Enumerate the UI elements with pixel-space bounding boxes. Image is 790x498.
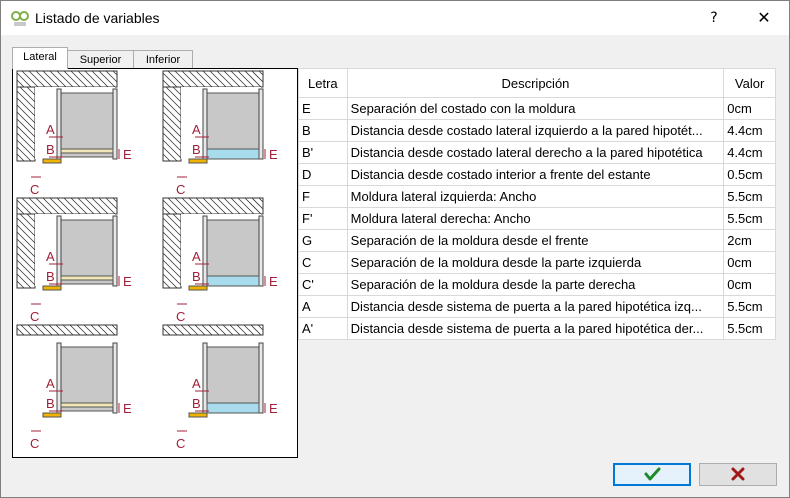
x-icon xyxy=(700,464,776,485)
shelf xyxy=(61,149,113,153)
header-valor[interactable]: Valor xyxy=(724,69,776,98)
diagram-panel xyxy=(12,68,298,458)
label-e: E xyxy=(123,274,132,289)
title-bar xyxy=(1,1,789,35)
variables-table xyxy=(298,68,776,340)
label-a: A xyxy=(192,249,201,264)
help-button[interactable]: ? xyxy=(710,10,718,26)
cell-letra: F xyxy=(299,186,348,208)
cell-valor: 0cm xyxy=(724,274,776,296)
door-post-left xyxy=(57,343,61,413)
shelf xyxy=(207,149,259,159)
table-row[interactable] xyxy=(299,208,776,230)
header-descripcion[interactable]: Descripción xyxy=(347,69,724,98)
table-row[interactable] xyxy=(299,252,776,274)
label-c: C xyxy=(30,182,40,197)
tab-lateral[interactable]: Lateral xyxy=(12,47,68,69)
door-post-right xyxy=(113,216,117,286)
cell-descripcion: Separación de la moldura desde la parte derecha xyxy=(347,274,724,296)
top-wall xyxy=(17,198,117,214)
cell-valor: 0cm xyxy=(724,98,776,120)
cell-letra: G xyxy=(299,230,348,252)
label-a: A xyxy=(46,249,55,264)
cell-descripcion: Distancia desde costado lateral derecho a la pared hipotética xyxy=(347,142,724,164)
door-post-left xyxy=(57,89,61,159)
cell-valor: 0.5cm xyxy=(724,164,776,186)
label-b: B xyxy=(46,142,55,157)
lateral-diagram xyxy=(13,69,297,457)
table-row[interactable] xyxy=(299,318,776,340)
label-e: E xyxy=(123,147,132,162)
cell-letra: E xyxy=(299,98,348,120)
table-row[interactable] xyxy=(299,142,776,164)
cabinet-panel xyxy=(207,347,261,411)
label-b: B xyxy=(46,269,55,284)
cell-descripcion: Distancia desde costado lateral izquierdo a la pared hipotét... xyxy=(347,120,724,142)
cell-descripcion: Moldura lateral izquierda: Ancho xyxy=(347,186,724,208)
cell-valor: 2cm xyxy=(724,230,776,252)
molding xyxy=(43,159,61,163)
cabinet-panel xyxy=(207,93,261,157)
cell-letra: A xyxy=(299,296,348,318)
label-c: C xyxy=(176,436,186,451)
table-row[interactable] xyxy=(299,230,776,252)
label-c: C xyxy=(30,436,40,451)
table-row[interactable] xyxy=(299,98,776,120)
cell-valor: 4.4cm xyxy=(724,142,776,164)
door-post-left xyxy=(57,216,61,286)
door-post-left xyxy=(203,216,207,286)
header-letra[interactable]: Letra xyxy=(299,69,348,98)
cell-letra: A' xyxy=(299,318,348,340)
cabinet-panel xyxy=(61,220,115,284)
door-post-left xyxy=(203,89,207,159)
cell-valor: 5.5cm xyxy=(724,208,776,230)
cell-letra: B' xyxy=(299,142,348,164)
table-row[interactable] xyxy=(299,186,776,208)
cell-descripcion: Separación del costado con la moldura xyxy=(347,98,724,120)
shelf xyxy=(207,403,259,413)
door-post-right xyxy=(259,343,263,413)
top-wall xyxy=(163,71,263,87)
ok-button[interactable] xyxy=(613,463,691,486)
label-e: E xyxy=(269,401,278,416)
molding xyxy=(189,286,207,290)
cell-letra: D xyxy=(299,164,348,186)
label-a: A xyxy=(192,122,201,137)
cell-letra: F' xyxy=(299,208,348,230)
label-c: C xyxy=(30,309,40,324)
label-a: A xyxy=(46,122,55,137)
label-a: A xyxy=(192,376,201,391)
close-button[interactable]: ✕ xyxy=(757,8,771,27)
top-wall xyxy=(163,325,263,335)
cell-descripcion: Separación de la moldura desde el frente xyxy=(347,230,724,252)
door-post-left xyxy=(203,343,207,413)
variables-table-container xyxy=(298,68,776,456)
shelf xyxy=(61,403,113,407)
cell-valor: 4.4cm xyxy=(724,120,776,142)
app-icon xyxy=(11,10,29,28)
top-wall xyxy=(17,71,117,87)
shelf xyxy=(207,276,259,286)
label-e: E xyxy=(269,274,278,289)
label-a: A xyxy=(46,376,55,391)
cabinet-panel xyxy=(207,220,261,284)
table-header-row xyxy=(299,69,776,98)
cell-letra: B xyxy=(299,120,348,142)
tab-inferior[interactable]: Inferior xyxy=(133,50,193,69)
label-e: E xyxy=(123,401,132,416)
molding xyxy=(43,286,61,290)
cell-letra: C xyxy=(299,252,348,274)
molding xyxy=(189,413,207,417)
label-b: B xyxy=(192,269,201,284)
table-row[interactable] xyxy=(299,296,776,318)
cancel-button[interactable] xyxy=(699,463,777,486)
label-e: E xyxy=(269,147,278,162)
cell-valor: 0cm xyxy=(724,252,776,274)
cell-valor: 5.5cm xyxy=(724,296,776,318)
window-title: Listado de variables xyxy=(35,10,160,26)
label-c: C xyxy=(176,182,186,197)
label-c: C xyxy=(176,309,186,324)
top-wall xyxy=(17,325,117,335)
table-row[interactable] xyxy=(299,274,776,296)
cell-descripcion: Moldura lateral derecha: Ancho xyxy=(347,208,724,230)
cell-valor: 5.5cm xyxy=(724,318,776,340)
cell-descripcion: Separación de la moldura desde la parte izquierda xyxy=(347,252,724,274)
table-row[interactable] xyxy=(299,120,776,142)
table-row[interactable] xyxy=(299,164,776,186)
label-b: B xyxy=(192,396,201,411)
molding xyxy=(189,159,207,163)
cell-valor: 5.5cm xyxy=(724,186,776,208)
cabinet-panel xyxy=(61,93,115,157)
check-icon xyxy=(614,464,690,485)
cell-letra: C' xyxy=(299,274,348,296)
door-post-right xyxy=(259,216,263,286)
top-wall xyxy=(163,198,263,214)
molding xyxy=(43,413,61,417)
door-post-right xyxy=(259,89,263,159)
door-post-right xyxy=(113,89,117,159)
cell-descripcion: Distancia desde costado interior a frente del estante xyxy=(347,164,724,186)
label-b: B xyxy=(46,396,55,411)
tab-superior[interactable]: Superior xyxy=(67,50,134,69)
cabinet-panel xyxy=(61,347,115,411)
cell-descripcion: Distancia desde sistema de puerta a la pared hipotética der... xyxy=(347,318,724,340)
cell-descripcion: Distancia desde sistema de puerta a la pared hipotética izq... xyxy=(347,296,724,318)
door-post-right xyxy=(113,343,117,413)
shelf xyxy=(61,276,113,280)
label-b: B xyxy=(192,142,201,157)
